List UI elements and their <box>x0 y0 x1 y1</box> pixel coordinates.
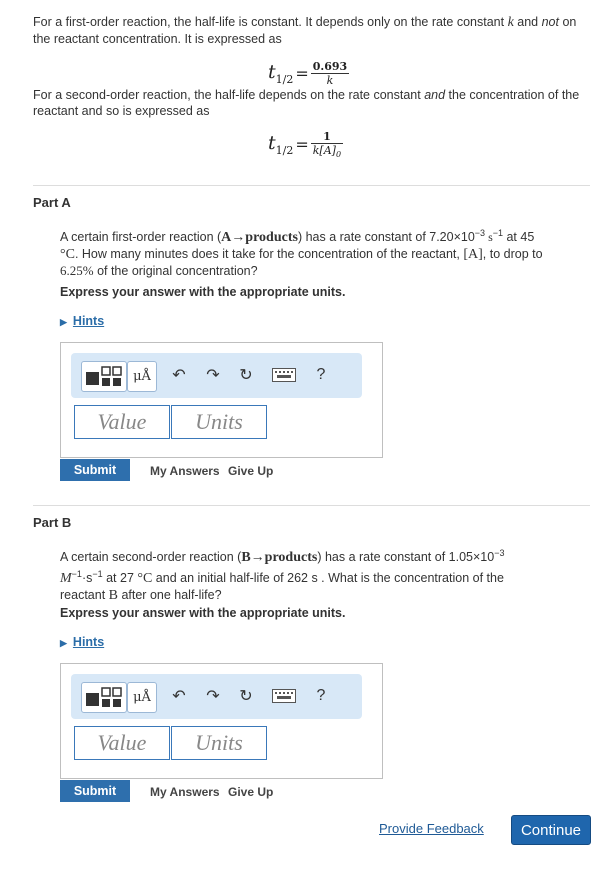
divider <box>33 505 590 506</box>
part-a-title: Part A <box>33 195 71 210</box>
part-a-answer-box <box>60 342 383 458</box>
part-b-title: Part B <box>33 515 72 530</box>
undo-icon[interactable]: ↶ <box>172 367 186 384</box>
continue-button[interactable]: Continue <box>511 815 591 845</box>
part-b-question: A certain second-order reaction (B→products) has a rate constant of $1.05\times 10^{-3}$ $M^{-1}\cdot s^{-1}$ at 27 °C and an initial half-life of 262 s . What is the concentration of the reactant B after one half-life? <box>60 548 505 604</box>
intro-first-order: For a first-order reaction, the half-life is constant. It depends only on the rate constant k and not on the reactant concentration. It is expressed as <box>33 15 577 46</box>
template-button[interactable] <box>81 361 127 392</box>
reset-icon[interactable]: ↻ <box>239 688 253 705</box>
part-a-submit-button[interactable]: Submit <box>60 459 130 481</box>
equation-second-order: $t_{1/2}$ = $\frac{1}{k[A]_0}$ <box>268 130 342 160</box>
part-a-my-answers[interactable]: My Answers <box>150 464 220 478</box>
part-a-instruction: Express your answer with the appropriate units. <box>60 285 346 299</box>
triangle-right-icon: ▶ <box>60 317 67 327</box>
units-button[interactable]: μÅ <box>127 682 157 713</box>
help-icon[interactable]: ? <box>316 366 326 383</box>
part-a-value-input[interactable]: Value <box>74 405 170 439</box>
provide-feedback-link[interactable]: Provide Feedback <box>379 821 484 836</box>
part-b-hints-link[interactable]: ▶ Hints <box>60 635 105 649</box>
part-b-math-toolbar <box>71 674 362 719</box>
part-b-answer-box <box>60 663 383 779</box>
part-b-value-input[interactable]: Value <box>74 726 170 760</box>
part-a-units-input[interactable]: Units <box>171 405 267 439</box>
part-a-question: A certain first-order reaction (A→products) has a rate constant of $7.20\times 10^{-3}$ $s^{-1}$ at 45 °C. How many minutes does it take for the concentration of the reactant, [A], to drop to 6.25% of the original concentration? <box>60 228 543 279</box>
keyboard-icon-svg <box>272 689 296 703</box>
part-a-hints-link[interactable]: ▶ Hints <box>60 314 105 328</box>
keyboard-icon[interactable] <box>271 364 297 386</box>
keyboard-icon[interactable] <box>271 685 297 707</box>
redo-icon[interactable]: ↷ <box>206 367 220 384</box>
keyboard-icon-svg <box>272 368 296 382</box>
part-a-give-up[interactable]: Give Up <box>228 464 274 478</box>
reset-icon[interactable]: ↻ <box>239 367 253 384</box>
undo-icon[interactable]: ↶ <box>172 688 186 705</box>
part-b-submit-button[interactable]: Submit <box>60 780 130 802</box>
redo-icon[interactable]: ↷ <box>206 688 220 705</box>
triangle-right-icon: ▶ <box>60 638 67 648</box>
equation-first-order: $t_{1/2}$ = $\frac{0.693}{k}$ <box>268 60 348 87</box>
intro-second-order: For a second-order reaction, the half-life depends on the rate constant and the concentration of the reactant and so is expressed as <box>33 88 580 118</box>
part-a-math-toolbar <box>71 353 362 398</box>
part-b-units-input[interactable]: Units <box>171 726 267 760</box>
fraction-template-icon <box>82 362 126 391</box>
part-b-instruction: Express your answer with the appropriate units. <box>60 606 346 620</box>
part-b-my-answers[interactable]: My Answers <box>150 785 220 799</box>
part-b-give-up[interactable]: Give Up <box>228 785 274 799</box>
fraction-template-icon <box>82 683 126 712</box>
units-button[interactable]: μÅ <box>127 361 157 392</box>
template-button[interactable] <box>81 682 127 713</box>
help-icon[interactable]: ? <box>316 687 326 704</box>
divider <box>33 185 590 186</box>
